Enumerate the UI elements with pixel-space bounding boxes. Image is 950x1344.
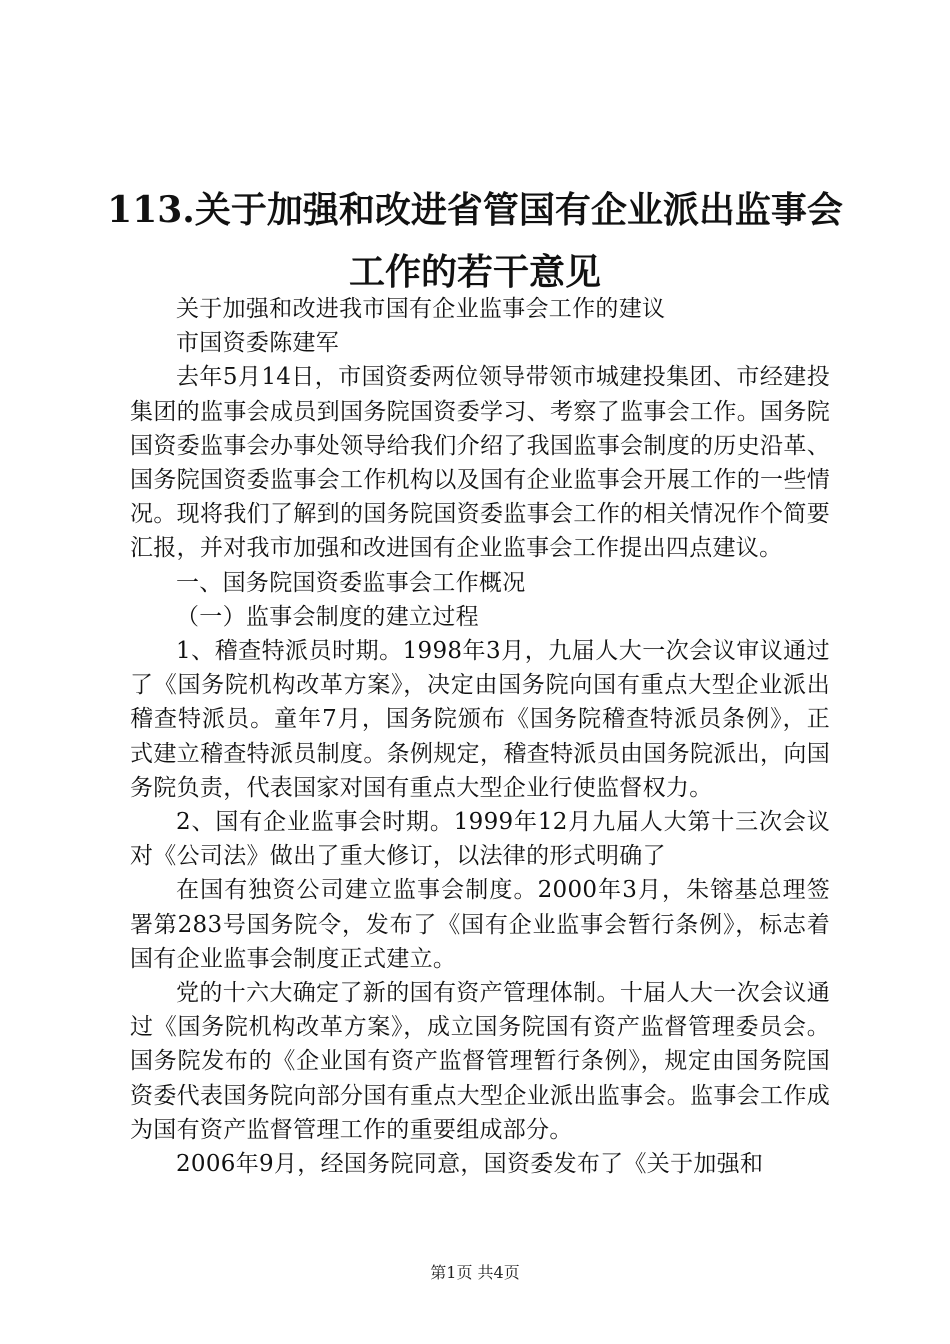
- intro-paragraph: 去年5月14日，市国资委两位领导带领市城建投集团、市经建投集团的监事会成员到国务院国资委学习、考察了监事会工作。国务院国资委监事会办事处领导给我们介绍了我国监事会制度的历史沿革、国务院国资委监事会工作机构以及国有企业监事会开展工作的一些情况。现将我们了解到的国务院国资委监事会工作的相关情况作个简要汇报，并对我市加强和改进国有企业监事会工作提出四点建议。: [130, 364, 830, 562]
- document-title-line-1: 113.关于加强和改进省管国有企业派出监事会: [107, 189, 843, 231]
- author-paragraph: 市国资委陈建军: [176, 330, 340, 357]
- section-heading: 一、国务院国资委监事会工作概况: [176, 569, 526, 596]
- subsection-heading: （一）监事会制度的建立过程: [176, 603, 479, 630]
- body-paragraph: 2006年9月，经国务院同意，国资委发布了《关于加强和: [176, 1151, 764, 1178]
- body-paragraph: 1、稽查特派员时期。1998年3月，九届人大一次会议审议通过了《国务院机构改革方案》，决定由国务院向国有重点大型企业派出稽查特派员。童年7月，国务院颁布《国务院稽查特派员条例》，正式建立稽查特派员制度。条例规定，稽查特派员由国务院派出，向国务院负责，代表国家对国有重点大型企业行使监督权力。: [130, 638, 830, 801]
- body-paragraph: 党的十六大确定了新的国有资产管理体制。十届人大一次会议通过《国务院机构改革方案》，成立国务院国有资产监督管理委员会。国务院发布的《企业国有资产监督管理暂行条例》，规定由国务院国资委代表国务院向部分国有重点大型企业派出监事会。监事会工作成为国有资产监督管理工作的重要组成部分。: [130, 980, 830, 1143]
- body-paragraph: 2、国有企业监事会时期。1999年12月九届人大第十三次会议对《公司法》做出了重大修订，以法律的形式明确了: [130, 809, 830, 870]
- page-footer: 第1页 共4页: [430, 1263, 520, 1282]
- document-body: [130, 292, 830, 1181]
- body-paragraph: 在国有独资公司建立监事会制度。2000年3月，朱镕基总理签署第283号国务院令，发布了《国有企业监事会暂行条例》，标志着国有企业监事会制度正式建立。: [130, 877, 830, 972]
- subtitle-paragraph: 关于加强和改进我市国有企业监事会工作的建议: [176, 296, 666, 322]
- document-title-line-2: 工作的若干意见: [348, 251, 601, 293]
